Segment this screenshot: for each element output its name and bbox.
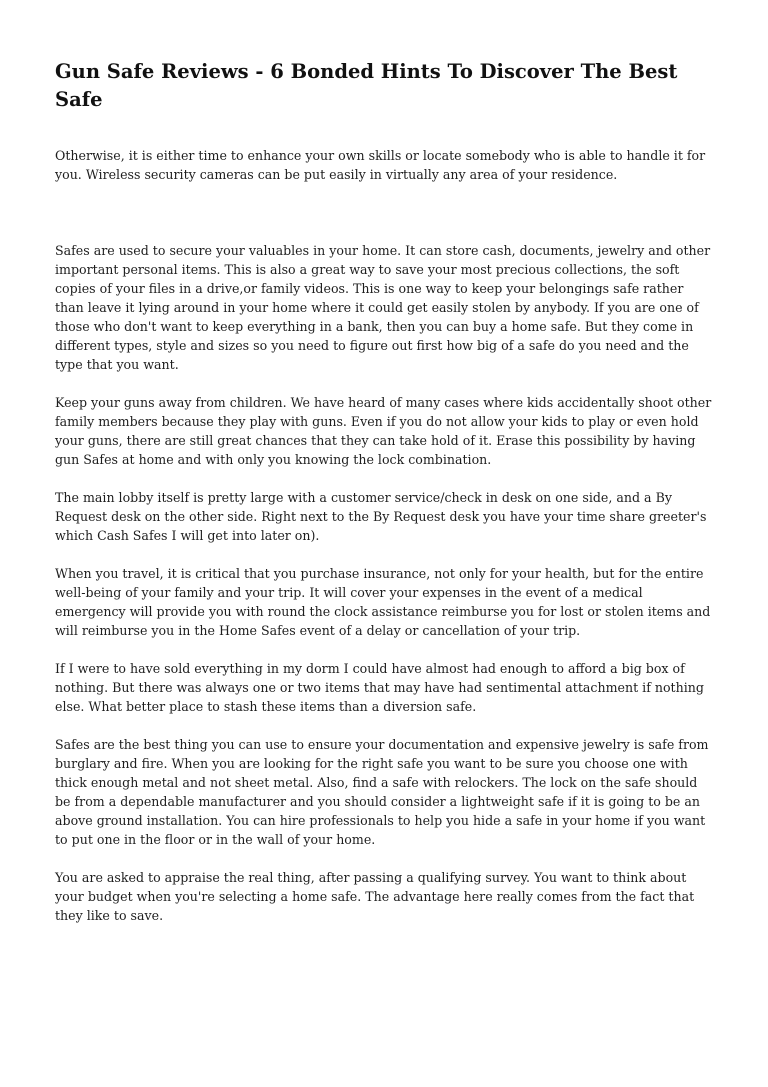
paragraph-main-lobby: The main lobby itself is pretty large with a customer service/check in desk on one side, and a By Request desk on the other side. Right next to the By Request desk you have your time share greeter's which Cash Safes I will get into later on). bbox=[55, 490, 707, 543]
paragraph-dorm-diversion-safe: If I were to have sold everything in my dorm I could have almost had enough to afford a big box of nothing. But there was always one or two items that may have had sentimental attachment if nothing else. What better place to stash these items than a diversion safe. bbox=[55, 661, 704, 714]
document-title: Gun Safe Reviews - 6 Bonded Hints To Discover The Best Safe bbox=[55, 60, 678, 111]
paragraph-guns-children: Keep your guns away from children. We have heard of many cases where kids accidentally shoot other family members because they play with guns. Even if you do not allow your kids to play or even hold your guns, there are still great chances that they can take hold of it. Erase this possibility by having gun Safes at home and with only you knowing the lock combination. bbox=[55, 395, 712, 467]
paragraph-travel-insurance: When you travel, it is critical that you purchase insurance, not only for your health, but for the entire well-being of your family and your trip. It will cover your expenses in the event of a medical emergency will provide you with round the clock assistance reimburse you for lost or stolen items and will reimburse you in the Home Safes event of a delay or cancellation of your trip. bbox=[55, 566, 711, 638]
paragraph-safes-valuables: Safes are used to secure your valuables in your home. It can store cash, documents, jewelry and other important personal items. This is also a great way to save your most precious collections, the soft copies of your files in a drive,or family videos. This is one way to keep your belongings safe rather than leave it lying around in your home where it could get easily stolen by anybody. If you are one of those who don't want to keep everything in a bank, then you can buy a home safe. But they come in different types, style and sizes so you need to figure out first how big of a safe do you need and the type that you want. bbox=[55, 243, 711, 372]
document-page bbox=[55, 58, 715, 925]
paragraph-intro: Otherwise, it is either time to enhance your own skills or locate somebody who is able to handle it for you. Wireless security cameras can be put easily in virtually any area of your residence. bbox=[55, 148, 706, 182]
paragraph-safe-selection: Safes are the best thing you can use to ensure your documentation and expensive jewelry is safe from burglary and fire. When you are looking for the right safe you want to be sure you choose one with thick enough metal and not sheet metal. Also, find a safe with relockers. The lock on the safe should be from a dependable manufacturer and you should consider a lightweight safe if it is going to be an above ground installation. You can hire professionals to help you hide a safe in your home if you want to put one in the floor or in the wall of your home. bbox=[55, 737, 709, 847]
paragraph-appraise: You are asked to appraise the real thing, after passing a qualifying survey. You want to think about your budget when you're selecting a home safe. The advantage here really comes from the fact that they like to save. bbox=[55, 870, 695, 923]
